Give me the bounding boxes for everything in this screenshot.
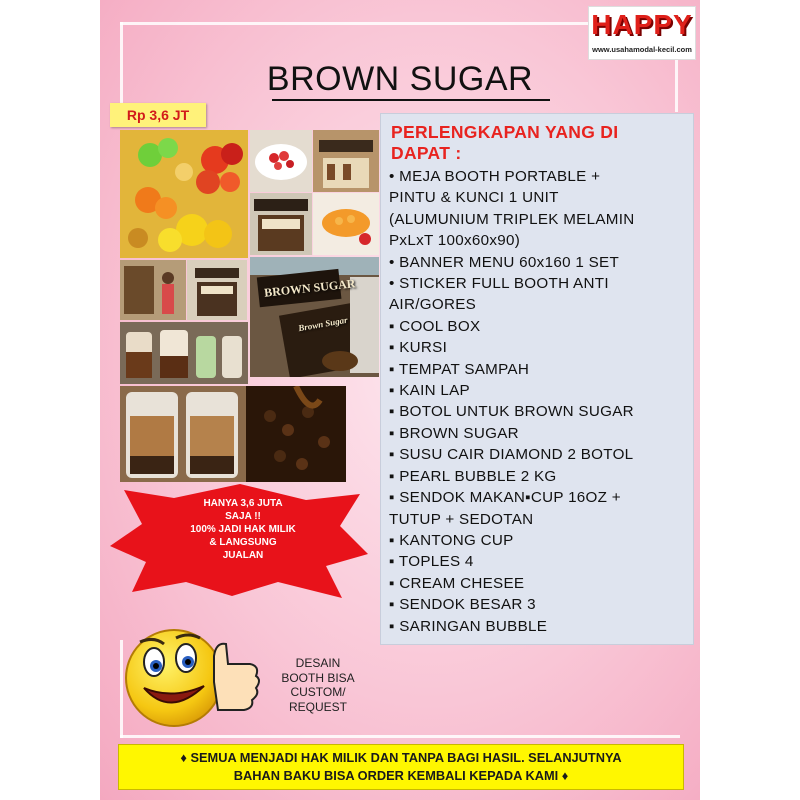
brown-sugar-sign-illustration (250, 257, 379, 377)
note-line-1: DESAIN (295, 656, 341, 670)
booth-people-illustration (120, 260, 186, 320)
photo-drinks-row (120, 322, 248, 384)
list-item: ▪ KANTONG CUP (389, 531, 514, 549)
list-item: ▪ CREAM CHESEE (389, 574, 525, 592)
list-item: ▪ PEARL BUBBLE 2 KG (389, 467, 557, 485)
note-line-4: REQUEST (288, 699, 347, 714)
frame-line-top (120, 22, 620, 25)
smiley-thumbs-up-icon (110, 622, 270, 732)
package-list (389, 166, 689, 637)
footer-banner-text (119, 749, 683, 785)
photo-booth-front (250, 193, 312, 255)
promo-line-5: JUALAN (222, 550, 264, 561)
booth-sign-text: BROWN SUGAR (263, 276, 357, 300)
list-item: PINTU & KUNCI 1 UNIT (389, 189, 559, 207)
package-heading-line-2: DAPAT : (391, 143, 462, 163)
dessert-bowl-illustration (250, 130, 312, 192)
note-line-3: CUSTOM/ (290, 685, 346, 699)
list-item: • STICKER FULL BOOTH ANTI (389, 275, 609, 293)
promo-burst-text (178, 497, 308, 562)
promo-line-3: 100% JADI HAK MILIK (190, 524, 296, 535)
photo-booth-portable (187, 260, 247, 320)
frame-line-right (675, 60, 678, 112)
photo-brown-sugar-sign (250, 257, 379, 377)
brand-logo (588, 6, 696, 60)
list-item: ▪ TOPLES 4 (389, 553, 474, 571)
photo-brown-sugar-cups (120, 386, 346, 482)
list-item: ▪ COOL BOX (389, 317, 481, 335)
title-underline (272, 99, 550, 101)
package-heading-line-1: PERLENGKAPAN YANG DI (391, 122, 619, 142)
footer-banner (118, 744, 684, 790)
photo-boba-pearls (120, 130, 248, 258)
list-item: ▪ TEMPAT SAMPAH (389, 360, 530, 378)
booth-portable-illustration (187, 260, 247, 320)
price-tag: Rp 3,6 JT (110, 103, 206, 127)
note-line-2: BOOTH BISA (281, 670, 355, 685)
promo-line-2: SAJA !! (225, 511, 261, 522)
booth-front-illustration (250, 193, 312, 255)
footer-line-2: BAHAN BAKU BISA ORDER KEMBALI KEPADA KAMI ♦ (233, 768, 569, 783)
photo-booth-stall-small (313, 130, 379, 192)
list-item: ▪ SENDOK BESAR 3 (389, 596, 536, 614)
mango-bubbles-illustration (313, 193, 379, 255)
photo-dessert-bowl (250, 130, 312, 192)
list-item: • MEJA BOOTH PORTABLE + (389, 168, 601, 185)
flyer (100, 0, 700, 800)
brand-website: www.usahamodal-kecil.com (592, 45, 692, 54)
drinks-row-illustration (120, 322, 248, 384)
list-item: AIR/GORES (389, 296, 477, 314)
page-title: BROWN SUGAR (266, 60, 534, 98)
list-item: TUTUP + SEDOTAN (389, 510, 534, 528)
boba-pearls-illustration (120, 130, 248, 258)
frame-line-bottom (120, 735, 680, 738)
design-custom-note (270, 656, 366, 714)
photo-booth-people (120, 260, 186, 320)
list-item: ▪ SUSU CAIR DIAMOND 2 BOTOL (389, 446, 634, 464)
package-contents-panel (380, 113, 694, 645)
photo-mango-bubbles (313, 193, 379, 255)
list-item: ▪ KURSI (389, 339, 448, 357)
promo-line-4: & LANGSUNG (209, 537, 277, 548)
promo-line-1: HANYA 3,6 JUTA (203, 498, 283, 509)
list-item: ▪ KAIN LAP (389, 382, 470, 400)
brown-sugar-cups-illustration (120, 386, 346, 482)
package-heading (391, 122, 681, 164)
list-item: ▪ BOTOL UNTUK BROWN SUGAR (389, 403, 634, 421)
brand-logo-text: HAPPY (591, 9, 693, 40)
list-item: ▪ SENDOK MAKAN▪CUP 16OZ + (389, 489, 621, 507)
booth-stall-illustration (313, 130, 379, 192)
footer-line-1: ♦ SEMUA MENJADI HAK MILIK DAN TANPA BAGI HASIL. SELANJUTNYA (180, 750, 622, 765)
list-item: ▪ BROWN SUGAR (389, 424, 519, 442)
list-item: (ALUMUNIUM TRIPLEK MELAMIN (389, 210, 635, 228)
list-item: • BANNER MENU 60x160 1 SET (389, 253, 620, 271)
menu-banner-text: Brown Sugar (297, 314, 349, 334)
list-item: ▪ SARINGAN BUBBLE (389, 617, 548, 635)
list-item: PxLxT 100x60x90) (389, 232, 521, 250)
